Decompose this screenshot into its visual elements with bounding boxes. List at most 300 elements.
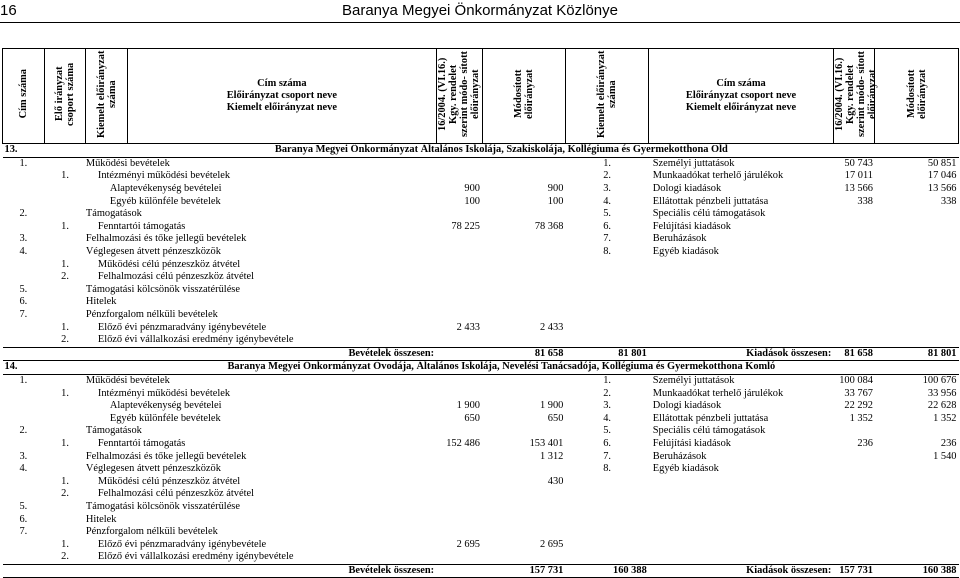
table-row: [3, 438, 959, 451]
expense-original-value: [833, 221, 875, 234]
expense-modified-value: [875, 309, 959, 322]
row-cim-number: 4.: [19, 246, 28, 258]
income-original-value: 2 433: [456, 321, 480, 333]
section-number: 14.: [3, 361, 45, 375]
row-cim-number: 7.: [19, 526, 28, 538]
expense-label: Beruházások: [652, 233, 707, 245]
expense-label: [649, 538, 834, 551]
table-row: [3, 284, 959, 297]
totals-row: [3, 347, 959, 361]
row-cim-number: [3, 170, 45, 183]
expense-number: 1.: [603, 374, 611, 386]
income-total-label: Bevételek összesen:: [3, 347, 437, 361]
header-modositott-income: Módosított előirányzat: [512, 69, 535, 119]
expense-original-value: 236: [857, 437, 873, 449]
expense-modified-value: 338: [940, 195, 957, 207]
income-original-value: [436, 284, 482, 297]
expense-number: 7.: [603, 233, 611, 245]
expense-number: 5.: [603, 425, 611, 437]
expense-label: [649, 296, 834, 309]
expense-total-original: 81 658: [833, 347, 875, 361]
row-sub-number: 1.: [61, 170, 69, 182]
income-original-value: [436, 309, 482, 322]
income-label: Felhalmozási célú pénzeszköz átvétel: [97, 271, 254, 283]
expense-number: [565, 526, 648, 539]
row-cim-number: 5.: [19, 283, 28, 295]
expense-label: Speciális célú támogatások: [652, 425, 766, 437]
income-original-value: [436, 425, 482, 438]
expense-number: 8.: [603, 246, 611, 258]
table-row: [3, 334, 959, 347]
table-row: [3, 501, 959, 514]
section-title-row: [3, 144, 959, 158]
table-row: [3, 551, 959, 564]
income-label: Támogatások: [85, 208, 142, 220]
expense-original-value: 50 743: [844, 157, 873, 169]
income-label: Előző évi pénzmaradvány igénybevétele: [97, 321, 267, 333]
row-cim-number: 1.: [19, 374, 28, 386]
section-number: 13.: [3, 144, 45, 158]
income-label: Működési bevételek: [85, 374, 170, 386]
table-row: [3, 183, 959, 196]
expense-modified-value: 13 566: [927, 183, 957, 195]
income-label: Támogatások: [85, 425, 142, 437]
row-cim-number: 2.: [19, 208, 28, 220]
income-modified-value: [482, 374, 565, 387]
expense-label: [649, 321, 834, 334]
expense-number: [565, 334, 648, 347]
row-sub-number: [44, 233, 86, 246]
expense-modified-value: 50 851: [927, 157, 957, 169]
income-modified-value: 100: [547, 195, 564, 207]
expense-number: [565, 321, 648, 334]
income-label: Alaptevékenység bevételei: [109, 183, 222, 195]
table-row: [3, 387, 959, 400]
row-sub-number: [44, 463, 86, 476]
expense-label: [649, 284, 834, 297]
table-row: [3, 475, 959, 488]
row-cim-number: [3, 271, 45, 284]
income-modified-value: 2 433: [540, 321, 564, 333]
income-original-value: [436, 513, 482, 526]
table-row: [3, 271, 959, 284]
income-total-original: 157 731: [436, 564, 565, 578]
income-modified-value: 650: [547, 412, 564, 424]
income-original-value: [436, 374, 482, 387]
expense-original-value: [833, 296, 875, 309]
expense-number: [565, 284, 648, 297]
row-sub-number: 1.: [61, 538, 69, 550]
expense-original-value: [833, 450, 875, 463]
income-modified-value: [482, 334, 565, 347]
expense-modified-value: [875, 246, 959, 259]
expense-original-value: [833, 208, 875, 221]
row-cim-number: [3, 321, 45, 334]
expense-modified-value: [875, 271, 959, 284]
income-label: Támogatási kölcsönök visszatérülése: [85, 500, 240, 512]
expense-modified-value: 100 676: [922, 374, 957, 386]
expense-modified-value: 1 540: [933, 450, 957, 462]
table-row: [3, 425, 959, 438]
row-cim-number: 1.: [19, 157, 28, 169]
table-row: [3, 526, 959, 539]
table-body: [3, 144, 959, 578]
income-modified-value: 153 401: [529, 437, 564, 449]
row-sub-number: [44, 296, 86, 309]
row-sub-number: [44, 412, 86, 425]
expense-modified-value: [875, 284, 959, 297]
row-cim-number: 3.: [19, 450, 28, 462]
expense-label: [649, 488, 834, 501]
expense-modified-value: [875, 296, 959, 309]
expense-original-value: 33 767: [844, 387, 873, 399]
income-original-value: [436, 526, 482, 539]
income-label: Pénzforgalom nélküli bevételek: [85, 309, 218, 321]
row-sub-number: 1.: [61, 321, 69, 333]
income-original-value: [436, 157, 482, 170]
income-original-value: [436, 258, 482, 271]
expense-label: [649, 513, 834, 526]
expense-total-modified: 81 801: [875, 347, 959, 361]
expense-label: [649, 501, 834, 514]
row-sub-number: [44, 208, 86, 221]
table-row: [3, 488, 959, 501]
table-row: [3, 221, 959, 234]
header-modositott-exp: Módosított előirányzat: [905, 69, 928, 119]
expense-label: [649, 258, 834, 271]
row-cim-number: 7.: [19, 309, 28, 321]
expense-label: Ellátottak pénzbeli juttatása: [652, 412, 769, 424]
table-row: [3, 208, 959, 221]
expense-label: [649, 526, 834, 539]
table-row: [3, 463, 959, 476]
income-modified-value: [482, 271, 565, 284]
row-cim-number: [3, 334, 45, 347]
row-sub-number: 2.: [61, 334, 69, 346]
expense-number: [565, 296, 648, 309]
income-modified-value: [482, 488, 565, 501]
income-total-original: 81 658: [436, 347, 565, 361]
expense-original-value: [833, 551, 875, 564]
income-original-value: [436, 233, 482, 246]
expense-modified-value: 1 352: [933, 412, 957, 424]
expense-number: 2.: [603, 387, 611, 399]
income-modified-value: [482, 208, 565, 221]
income-label: Előző évi pénzmaradvány igénybevétele: [97, 538, 267, 550]
expense-modified-value: 236: [940, 437, 957, 449]
expense-original-value: [833, 463, 875, 476]
row-cim-number: 5.: [19, 500, 28, 512]
row-sub-number: 1.: [61, 437, 69, 449]
table-row: [3, 321, 959, 334]
income-modified-value: [482, 309, 565, 322]
row-sub-number: 1.: [61, 475, 69, 487]
expense-original-value: [833, 284, 875, 297]
income-label: Egyéb különféle bevételek: [109, 195, 221, 207]
income-original-value: 650: [464, 412, 480, 424]
expense-original-value: [833, 233, 875, 246]
expense-number: 5.: [603, 208, 611, 220]
income-label: Támogatási kölcsönök visszatérülése: [85, 283, 240, 295]
expense-modified-value: [875, 551, 959, 564]
expense-modified-value: [875, 221, 959, 234]
expense-modified-value: 33 956: [927, 387, 957, 399]
expense-label: Dologi kiadások: [652, 183, 722, 195]
income-label: Alaptevékenység bevételei: [109, 400, 222, 412]
table-row: [3, 450, 959, 463]
row-sub-number: [44, 195, 86, 208]
row-cim-number: [3, 387, 45, 400]
row-sub-number: [44, 183, 86, 196]
header-income-names: Cím száma Előirányzat csoport neve Kiemelt előirányzat neve: [128, 49, 437, 144]
income-original-value: 78 225: [451, 220, 480, 232]
expense-number: 2.: [603, 170, 611, 182]
income-label: Egyéb különféle bevételek: [109, 412, 221, 424]
income-original-value: [436, 271, 482, 284]
income-original-value: [436, 501, 482, 514]
page-title: Baranya Megyei Önkormányzat Közlönye: [342, 2, 618, 19]
income-label: Fenntartói támogatás: [97, 437, 186, 449]
expense-label: Felújítási kiadások: [652, 220, 731, 232]
expense-number: [565, 309, 648, 322]
income-modified-value: [482, 513, 565, 526]
table-row: [3, 170, 959, 183]
row-cim-number: [3, 551, 45, 564]
table-row: [3, 412, 959, 425]
table-row: [3, 195, 959, 208]
table-row: [3, 309, 959, 322]
income-modified-value: [482, 501, 565, 514]
expense-label: Felújítási kiadások: [652, 437, 731, 449]
header-kiemelt-szama: Kiemelt előirányzat száma: [95, 50, 118, 138]
expense-number: [565, 501, 648, 514]
income-original-value: 152 486: [446, 437, 480, 449]
income-label: Hitelek: [85, 296, 117, 308]
expense-original-value: [833, 425, 875, 438]
row-cim-number: [3, 258, 45, 271]
income-modified-value: 1 312: [540, 450, 564, 462]
expense-number: 1.: [603, 157, 611, 169]
expense-original-value: 338: [857, 195, 873, 207]
expense-original-value: [833, 526, 875, 539]
row-cim-number: [3, 488, 45, 501]
expense-number: [565, 538, 648, 551]
income-label: Intézményi működési bevételek: [97, 387, 231, 399]
table-row: [3, 258, 959, 271]
budget-table: [2, 48, 959, 578]
expense-label: Ellátottak pénzbeli juttatása: [652, 195, 769, 207]
row-sub-number: [44, 425, 86, 438]
expense-number: 3.: [603, 183, 611, 195]
expense-modified-value: [875, 513, 959, 526]
income-original-value: [436, 551, 482, 564]
expense-number: [565, 271, 648, 284]
row-cim-number: [3, 400, 45, 413]
income-modified-value: [482, 258, 565, 271]
expense-modified-value: [875, 538, 959, 551]
expense-modified-value: [875, 463, 959, 476]
income-label: Fenntartói támogatás: [97, 220, 186, 232]
row-cim-number: 6.: [19, 513, 28, 525]
income-original-value: [436, 475, 482, 488]
expense-label: Dologi kiadások: [652, 400, 722, 412]
expense-original-value: [833, 258, 875, 271]
row-sub-number: [44, 309, 86, 322]
expense-number: [565, 258, 648, 271]
row-cim-number: 2.: [19, 425, 28, 437]
row-sub-number: 2.: [61, 488, 69, 500]
expense-total-modified: 160 388: [875, 564, 959, 578]
row-sub-number: [44, 374, 86, 387]
expense-label: [649, 551, 834, 564]
income-original-value: 100: [464, 195, 480, 207]
header-rendelet-income: 16/2004. (VI.16.) Kgy. rendelet szerint módo- sított előirányzat: [437, 51, 482, 137]
row-sub-number: [44, 450, 86, 463]
income-original-value: [436, 246, 482, 259]
row-sub-number: [44, 284, 86, 297]
expense-label: Munkaadókat terhelő járulékok: [652, 170, 784, 182]
expense-original-value: [833, 513, 875, 526]
section-title: Baranya Megyei Önkormányzat Óvodája, Általános Iskolája, Nevelési Tanácsadója, Kollégiuma és Gyermekotthona Komló: [44, 361, 958, 375]
expense-original-value: 1 352: [849, 412, 873, 424]
expense-original-value: [833, 501, 875, 514]
income-total-modified: 160 388: [565, 564, 648, 578]
header-expense-names: Cím száma Előirányzat csoport neve Kiemelt előirányzat neve: [649, 49, 834, 144]
expense-modified-value: [875, 475, 959, 488]
row-sub-number: [44, 157, 86, 170]
income-label: Felhalmozási és tőke jellegű bevételek: [85, 233, 247, 245]
expense-modified-value: [875, 425, 959, 438]
expense-original-value: [833, 271, 875, 284]
income-modified-value: 2 695: [540, 538, 564, 550]
row-sub-number: 1.: [61, 258, 69, 270]
row-sub-number: [44, 400, 86, 413]
expense-label: Beruházások: [652, 450, 707, 462]
income-modified-value: [482, 296, 565, 309]
expense-number: [565, 513, 648, 526]
expense-original-value: [833, 538, 875, 551]
expense-original-value: 22 292: [844, 400, 873, 412]
expense-original-value: 17 011: [844, 170, 873, 182]
totals-row: [3, 564, 959, 578]
expense-original-value: [833, 246, 875, 259]
row-cim-number: [3, 195, 45, 208]
row-sub-number: 2.: [61, 551, 69, 563]
income-label: Működési bevételek: [85, 157, 170, 169]
expense-total-label: Kiadások összesen:: [649, 347, 834, 361]
section-title-row: [3, 361, 959, 375]
row-sub-number: [44, 246, 86, 259]
expense-number: [565, 488, 648, 501]
income-modified-value: [482, 170, 565, 183]
income-original-value: 900: [464, 183, 480, 195]
income-modified-value: [482, 246, 565, 259]
expense-modified-value: [875, 526, 959, 539]
income-original-value: [436, 387, 482, 400]
page-header: [0, 0, 960, 23]
row-cim-number: [3, 475, 45, 488]
row-sub-number: 1.: [61, 220, 69, 232]
income-original-value: [436, 170, 482, 183]
income-modified-value: 430: [547, 475, 564, 487]
income-label: Működési célú pénzeszköz átvétel: [97, 475, 241, 487]
income-modified-value: 900: [547, 183, 564, 195]
expense-modified-value: [875, 334, 959, 347]
row-sub-number: 1.: [61, 387, 69, 399]
row-cim-number: 4.: [19, 463, 28, 475]
header-cim: Cím száma: [17, 69, 29, 119]
expense-original-value: [833, 309, 875, 322]
page-number: 16: [0, 2, 17, 19]
table-row: [3, 400, 959, 413]
income-label: Felhalmozási és tőke jellegű bevételek: [85, 450, 247, 462]
income-modified-value: 1 900: [540, 400, 564, 412]
income-modified-value: [482, 425, 565, 438]
income-modified-value: [482, 463, 565, 476]
expense-number: 7.: [603, 450, 611, 462]
header-kiemelt-szama-exp: Kiemelt előirányzat száma: [596, 50, 619, 138]
expense-original-value: 100 084: [839, 374, 873, 386]
income-label: Előző évi vállalkozási eredmény igénybevétele: [97, 551, 294, 563]
expense-original-value: [833, 475, 875, 488]
income-label: Véglegesen átvett pénzeszközök: [85, 246, 221, 258]
income-original-value: [436, 450, 482, 463]
row-sub-number: [44, 526, 86, 539]
row-sub-number: 2.: [61, 271, 69, 283]
expense-modified-value: [875, 501, 959, 514]
expense-label: [649, 334, 834, 347]
table-row: [3, 157, 959, 170]
expense-modified-value: [875, 233, 959, 246]
expense-number: 4.: [603, 412, 611, 424]
income-original-value: [436, 334, 482, 347]
income-label: Véglegesen átvett pénzeszközök: [85, 463, 221, 475]
expense-number: 6.: [603, 220, 611, 232]
income-original-value: [436, 208, 482, 221]
income-label: Hitelek: [85, 513, 117, 525]
income-total-label: Bevételek összesen:: [3, 564, 437, 578]
row-cim-number: [3, 412, 45, 425]
table-row: [3, 374, 959, 387]
expense-modified-value: [875, 488, 959, 501]
income-label: Előző évi vállalkozási eredmény igénybevétele: [97, 334, 294, 346]
income-modified-value: 78 368: [534, 220, 564, 232]
income-original-value: [436, 463, 482, 476]
row-cim-number: [3, 221, 45, 234]
table-row: [3, 246, 959, 259]
expense-number: [565, 551, 648, 564]
expense-original-value: [833, 488, 875, 501]
expense-total-original: 157 731: [833, 564, 875, 578]
expense-label: [649, 475, 834, 488]
income-modified-value: [482, 157, 565, 170]
expense-original-value: 13 566: [844, 183, 873, 195]
row-cim-number: [3, 538, 45, 551]
expense-modified-value: [875, 258, 959, 271]
expense-number: [565, 475, 648, 488]
row-cim-number: [3, 183, 45, 196]
income-original-value: 2 695: [456, 538, 480, 550]
expense-modified-value: [875, 208, 959, 221]
income-label: Felhalmozási célú pénzeszköz átvétel: [97, 488, 254, 500]
section-title: Baranya Megyei Önkormányzat Általános Iskolája, Szakiskolája, Kollégiuma és Gyermekotthona Old: [44, 144, 958, 158]
table-row: [3, 538, 959, 551]
expense-original-value: [833, 321, 875, 334]
table-row: [3, 513, 959, 526]
table-header-row: [3, 49, 959, 144]
header-rendelet-exp: 16/2004. (VI.16.) Kgy. rendelet szerint módo- sított előirányzat: [833, 51, 878, 137]
row-cim-number: 6.: [19, 296, 28, 308]
